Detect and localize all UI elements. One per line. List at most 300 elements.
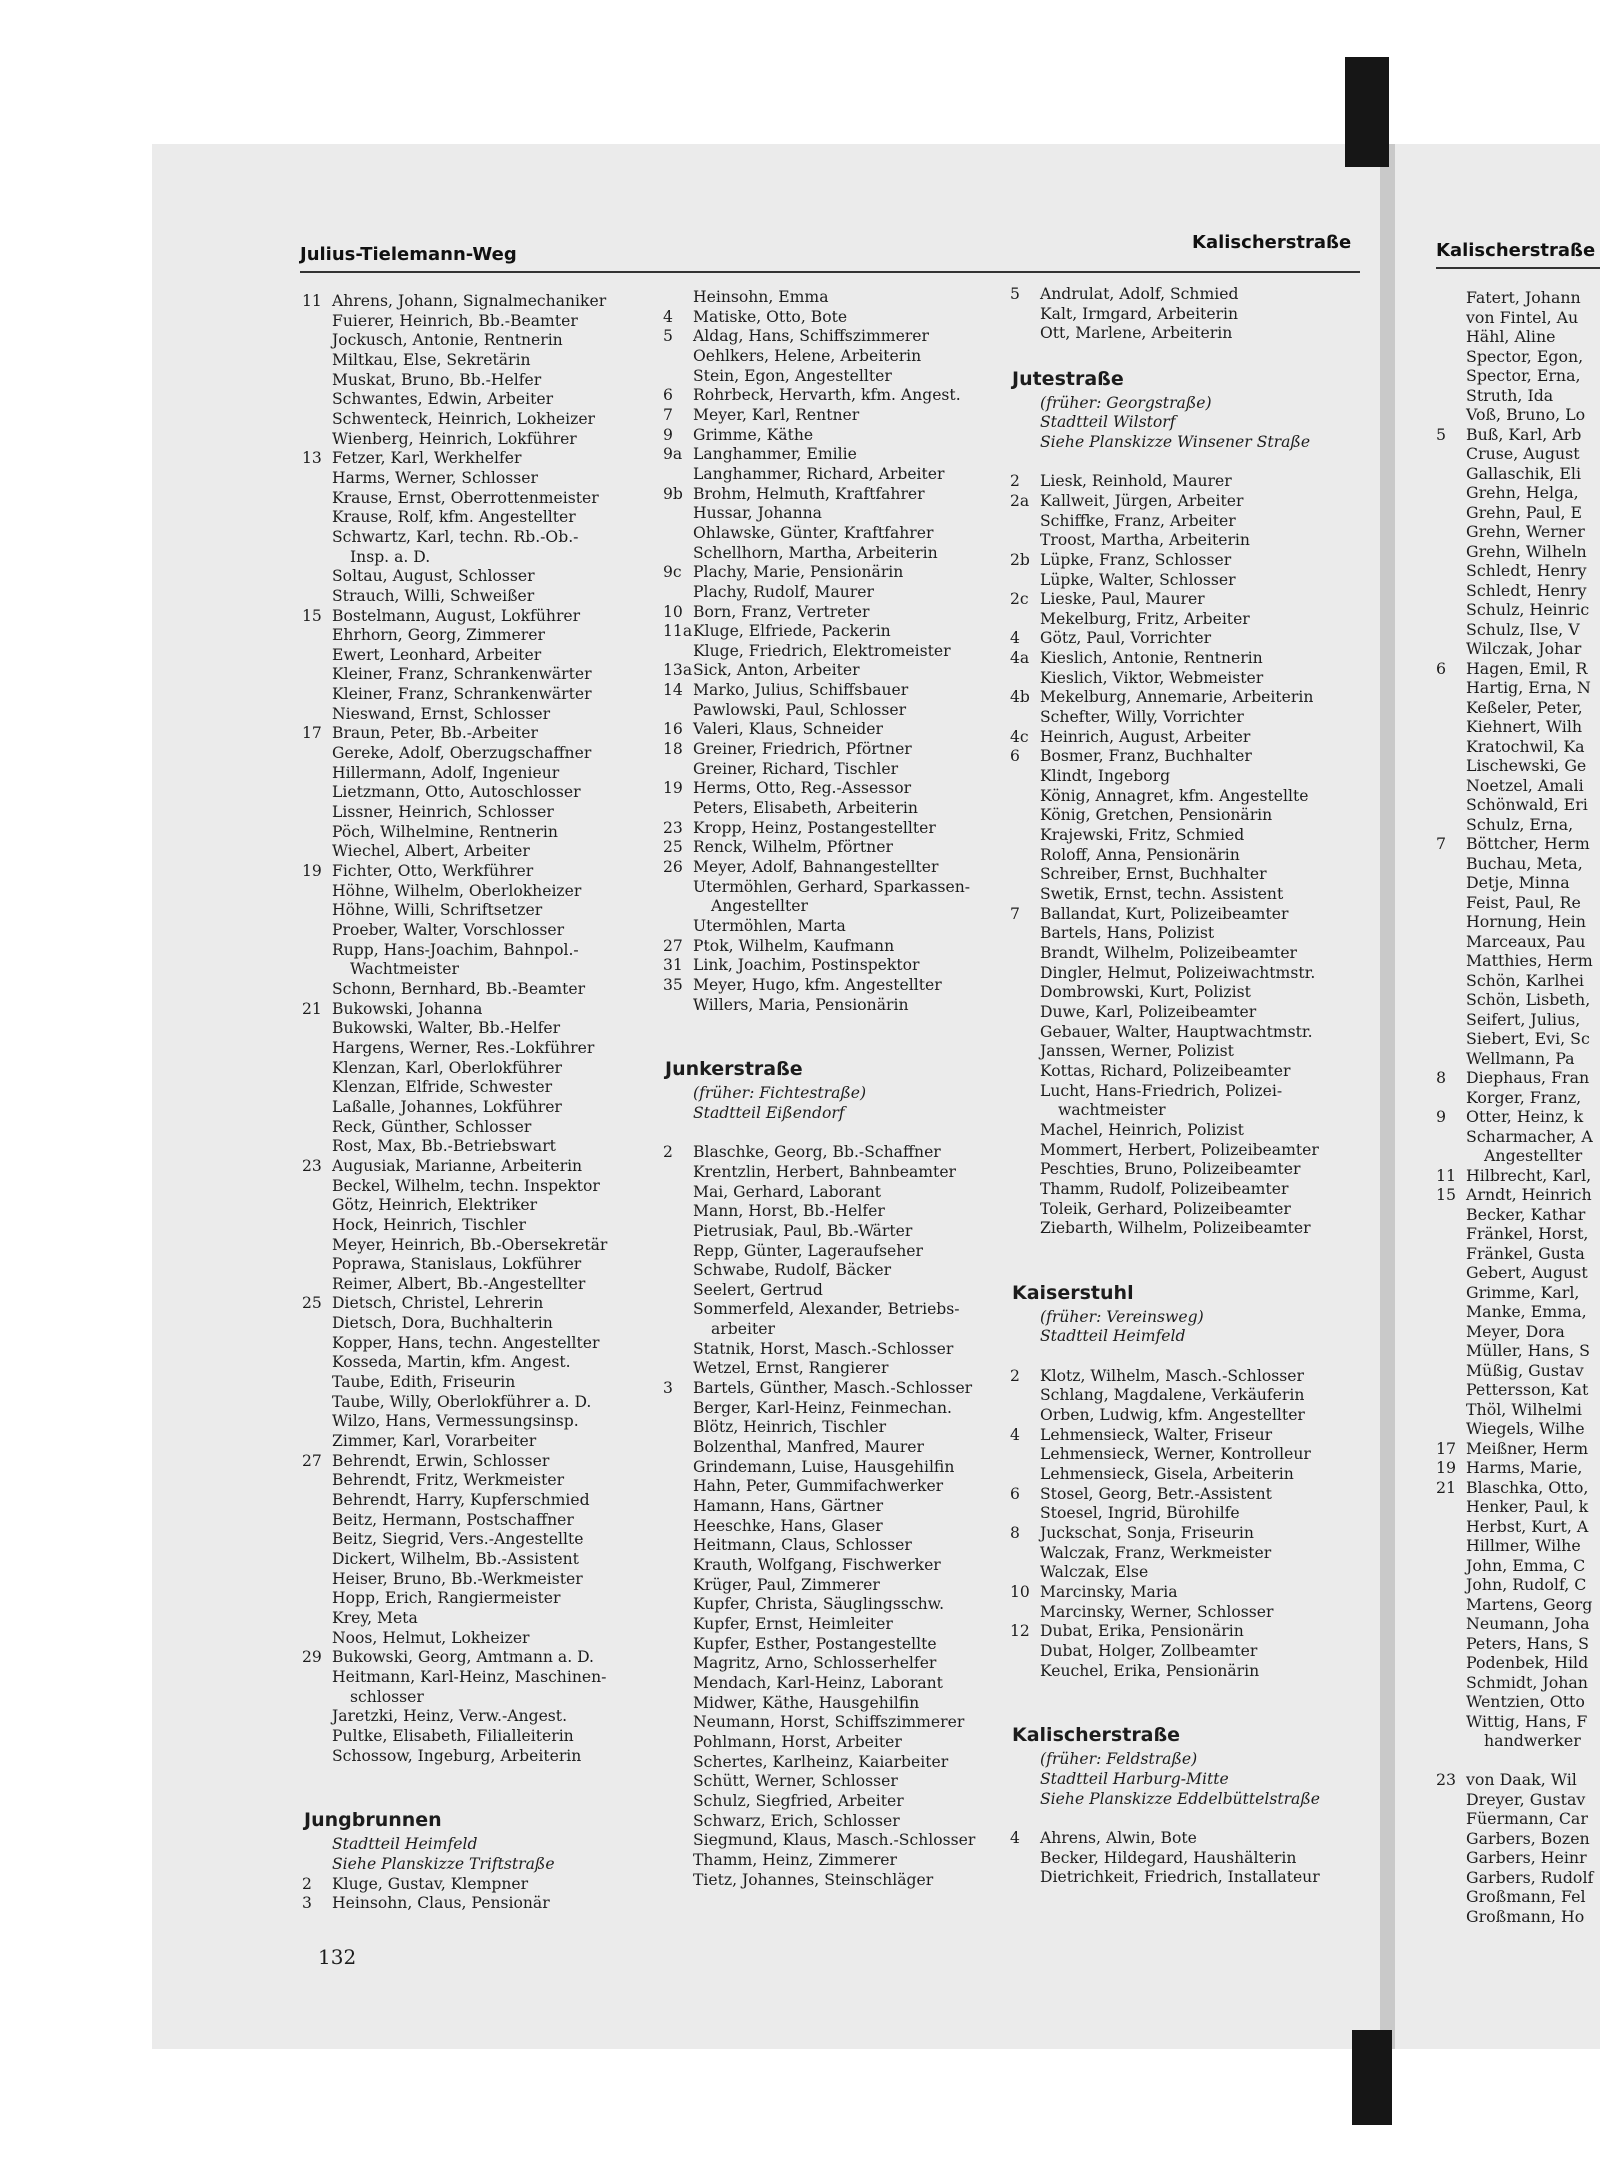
resident-entry — [663, 1222, 1003, 1242]
house-number — [1436, 912, 1466, 932]
house-number — [302, 528, 332, 548]
resident-text: Heeschke, Hans, Glaser — [693, 1516, 883, 1535]
resident-text: Pietrusiak, Paul, Bb.-Wärter — [693, 1221, 913, 1240]
house-number — [302, 882, 332, 902]
house-number — [1436, 1088, 1466, 1108]
resident-entry — [1010, 1121, 1365, 1141]
house-number — [1010, 1200, 1040, 1220]
resident-entry — [1010, 492, 1365, 512]
resident-entry — [1436, 1829, 1600, 1849]
resident-entry — [1010, 1062, 1365, 1082]
resident-entry — [302, 390, 662, 410]
resident-text: Kluge, Elfriede, Packerin — [693, 622, 891, 641]
resident-text: Henker, Paul, k — [1466, 1497, 1589, 1516]
resident-entry — [1436, 425, 1600, 445]
resident-entry — [1010, 1524, 1365, 1544]
house-number — [663, 1753, 693, 1773]
resident-text: Schonn, Bernhard, Bb.-Beamter — [332, 979, 586, 998]
resident-text: Krey, Meta — [332, 1608, 418, 1627]
resident-entry — [302, 1294, 662, 1314]
resident-text: Dietsch, Dora, Buchhalterin — [332, 1314, 553, 1333]
resident-text: Krause, Rolf, kfm. Angestellter — [332, 508, 576, 527]
resident-text: Bostelmann, August, Lokführer — [332, 606, 581, 625]
house-number: 9 — [1436, 1107, 1447, 1126]
street-note: Stadtteil Heimfeld — [332, 1835, 478, 1854]
resident-entry — [302, 783, 662, 803]
resident-entry — [663, 1635, 1003, 1655]
resident-text: Feist, Paul, Re — [1466, 892, 1581, 912]
house-number — [302, 803, 332, 823]
resident-entry — [1436, 1127, 1600, 1147]
house-number: 4 — [1010, 1828, 1020, 1847]
house-number: 25 — [302, 1294, 322, 1313]
resident-text: Bukowski, Georg, Amtmann a. D. — [332, 1648, 595, 1667]
resident-entry — [663, 1595, 1003, 1615]
resident-entry — [302, 1059, 662, 1079]
resident-entry — [302, 1039, 662, 1059]
house-number — [302, 1511, 332, 1531]
resident-entry — [1436, 581, 1600, 601]
resident-text: Magritz, Arno, Schlosserhelfer — [693, 1654, 937, 1673]
house-number — [1436, 308, 1466, 328]
spacer — [302, 1766, 662, 1805]
resident-entry — [1436, 1556, 1600, 1576]
house-number — [663, 1183, 693, 1203]
resident-text: Schütt, Werner, Schlosser — [693, 1772, 898, 1791]
house-number: 5 — [1010, 285, 1020, 303]
resident-entry — [663, 897, 1003, 917]
spacer — [1010, 453, 1365, 473]
resident-entry — [1436, 1224, 1600, 1244]
resident-text: Kupfer, Christa, Säuglingsschw. — [693, 1595, 945, 1614]
resident-text: Spector, Erna, — [1466, 366, 1581, 385]
house-number — [1010, 305, 1040, 325]
resident-entry — [302, 469, 662, 489]
resident-entry — [663, 878, 1003, 898]
resident-entry — [663, 956, 1003, 976]
resident-text: König, Annagret, kfm. Angestellte — [1040, 786, 1309, 805]
house-number — [1010, 708, 1040, 728]
resident-entry — [1010, 1485, 1365, 1505]
resident-entry — [663, 1340, 1003, 1360]
house-number — [1436, 1341, 1466, 1361]
resident-entry — [302, 489, 662, 509]
house-number — [1436, 620, 1466, 640]
house-number — [1436, 405, 1466, 425]
resident-entry — [663, 1851, 1003, 1871]
resident-text: Augusiak, Marianne, Arbeiterin — [332, 1156, 583, 1175]
resident-entry — [1436, 1614, 1600, 1634]
resident-entry — [1010, 806, 1365, 826]
resident-text: Schellhorn, Martha, Arbeiterin — [693, 543, 938, 562]
resident-text: Schossow, Ingeburg, Arbeiterin — [332, 1746, 582, 1765]
resident-text: Thöl, Wilhelmi — [1466, 1399, 1582, 1419]
resident-text: Kottas, Richard, Polizeibeamter — [1040, 1061, 1291, 1080]
house-number: 4 — [663, 307, 673, 326]
house-number: 3 — [663, 1379, 673, 1398]
binding-bottom — [1352, 2030, 1392, 2125]
resident-entry — [1436, 1790, 1600, 1810]
resident-entry — [663, 367, 1003, 387]
resident-text: Beitz, Hermann, Postschaffner — [332, 1510, 574, 1529]
resident-entry — [1436, 366, 1600, 386]
resident-entry — [1010, 865, 1365, 885]
house-number — [663, 1517, 693, 1537]
resident-text: Bolzenthal, Manfred, Maurer — [693, 1438, 924, 1457]
resident-text: Schwantes, Edwin, Arbeiter — [332, 390, 554, 409]
resident-text: Harms, Werner, Schlosser — [332, 468, 538, 487]
resident-text: Bukowski, Walter, Bb.-Helfer — [332, 1019, 561, 1038]
resident-text: Höhne, Wilhelm, Oberlokheizer — [332, 881, 582, 900]
resident-entry — [1436, 698, 1600, 718]
resident-entry — [1436, 1166, 1600, 1186]
resident-entry — [1436, 1146, 1600, 1166]
resident-entry — [1436, 444, 1600, 464]
resident-entry — [1436, 1185, 1600, 1205]
resident-text: Roloff, Anna, Pensionärin — [1040, 845, 1240, 864]
resident-text: Gallaschik, Eli — [1466, 463, 1581, 483]
resident-entry — [1436, 1322, 1600, 1342]
house-number: 18 — [663, 740, 683, 759]
house-number — [302, 744, 332, 764]
resident-text: Peschties, Bruno, Polizeibeamter — [1040, 1160, 1301, 1179]
resident-text: Krentzlin, Herbert, Bahnbeamter — [693, 1162, 956, 1181]
house-number — [302, 901, 332, 921]
house-number: 27 — [302, 1451, 322, 1470]
house-number: 13a — [663, 661, 693, 680]
house-number — [302, 1078, 332, 1098]
resident-entry — [663, 1831, 1003, 1851]
resident-entry — [1010, 1829, 1365, 1849]
resident-entry — [1436, 1712, 1600, 1732]
resident-entry — [302, 1334, 662, 1354]
resident-entry — [663, 426, 1003, 446]
resident-entry — [1436, 542, 1600, 562]
house-number — [1010, 512, 1040, 532]
resident-text: Füermann, Car — [1466, 1809, 1588, 1829]
house-number — [302, 783, 332, 803]
spacer — [1010, 344, 1365, 364]
house-number: 2b — [1010, 550, 1030, 569]
resident-entry — [1010, 669, 1365, 689]
house-number — [302, 1039, 332, 1059]
resident-entry — [1436, 756, 1600, 776]
house-number — [663, 1871, 693, 1891]
house-number: 10 — [663, 602, 683, 621]
resident-entry — [302, 1530, 662, 1550]
resident-text: wachtmeister — [1058, 1101, 1166, 1120]
house-number — [663, 544, 693, 564]
resident-text: Martens, Georg — [1466, 1594, 1593, 1614]
resident-text: Grehn, Werner — [1466, 522, 1585, 541]
resident-text: Meyer, Karl, Rentner — [693, 405, 860, 424]
resident-text: Lehmensieck, Walter, Friseur — [1040, 1425, 1273, 1444]
resident-text: Grimme, Karl, — [1466, 1282, 1580, 1302]
resident-text: Sick, Anton, Arbeiter — [693, 661, 860, 680]
house-number — [663, 465, 693, 485]
resident-text: Scharmacher, A — [1466, 1126, 1593, 1146]
resident-text: Garbers, Heinr — [1466, 1848, 1587, 1868]
house-number — [1010, 531, 1040, 551]
resident-text: Machel, Heinrich, Polizist — [1040, 1120, 1244, 1139]
house-number — [1436, 288, 1466, 308]
resident-entry — [1436, 1049, 1600, 1069]
house-number: 9c — [663, 563, 682, 582]
house-number — [1436, 1673, 1466, 1693]
resident-entry — [1436, 873, 1600, 893]
resident-entry — [663, 1242, 1003, 1262]
resident-text: Bartels, Günther, Masch.-Schlosser — [693, 1379, 973, 1398]
resident-text: Plachy, Marie, Pensionärin — [693, 563, 904, 582]
house-number — [663, 1674, 693, 1694]
spacer — [1010, 1809, 1365, 1829]
resident-text: Hahn, Peter, Gummifachwerker — [693, 1477, 944, 1496]
house-number — [1436, 971, 1466, 991]
house-number — [302, 1275, 332, 1295]
resident-entry — [663, 701, 1003, 721]
resident-entry — [1436, 834, 1600, 854]
resident-entry — [302, 1747, 662, 1767]
resident-text: Toleik, Gerhard, Polizeibeamter — [1040, 1199, 1291, 1218]
house-number — [1010, 1868, 1040, 1888]
resident-text: Schön, Lisbeth, — [1466, 990, 1591, 1009]
house-number — [302, 764, 332, 784]
street-note: Stadtteil Heimfeld — [1040, 1327, 1186, 1346]
resident-entry — [663, 1694, 1003, 1714]
house-number — [663, 524, 693, 544]
resident-text: Struth, Ida — [1466, 385, 1554, 405]
house-number — [1436, 815, 1466, 835]
resident-entry — [1010, 551, 1365, 571]
house-number — [1436, 1848, 1466, 1868]
house-number: 19 — [302, 862, 322, 881]
resident-entry — [302, 646, 662, 666]
resident-entry — [302, 1157, 662, 1177]
resident-text: Siebert, Evi, Sc — [1466, 1029, 1590, 1048]
house-number: 15 — [1436, 1185, 1457, 1204]
resident-text: Matiske, Otto, Bote — [693, 307, 848, 326]
resident-entry — [663, 838, 1003, 858]
house-number — [1010, 1003, 1040, 1023]
resident-entry — [1436, 854, 1600, 874]
house-number — [1010, 324, 1040, 344]
house-number — [1436, 1302, 1466, 1322]
resident-text: Rost, Max, Bb.-Betriebswart — [332, 1137, 556, 1156]
column-2 — [663, 288, 1003, 1890]
resident-text: Neumann, Horst, Schiffszimmerer — [693, 1713, 965, 1732]
house-number — [1010, 885, 1040, 905]
resident-text: Meißner, Herm — [1466, 1438, 1589, 1458]
resident-entry — [1010, 1386, 1365, 1406]
resident-text: arbeiter — [711, 1320, 775, 1339]
house-number — [663, 1654, 693, 1674]
resident-entry — [302, 626, 662, 646]
house-number — [302, 1747, 332, 1767]
resident-entry — [663, 1281, 1003, 1301]
house-number — [1436, 483, 1466, 503]
house-number — [302, 1550, 332, 1570]
resident-text: Kleiner, Franz, Schrankenwärter — [332, 665, 592, 684]
resident-entry — [302, 1648, 662, 1668]
house-number — [302, 371, 332, 391]
house-number — [663, 1576, 693, 1596]
resident-text: Schlang, Magdalene, Verkäuferin — [1040, 1386, 1305, 1405]
house-number: 6 — [1010, 1484, 1020, 1503]
resident-text: Pohlmann, Horst, Arbeiter — [693, 1732, 902, 1751]
house-number: 27 — [663, 936, 683, 955]
resident-entry — [1010, 747, 1365, 767]
resident-entry — [1436, 347, 1600, 367]
resident-text: Mekelburg, Fritz, Arbeiter — [1040, 609, 1250, 628]
resident-entry — [663, 1399, 1003, 1419]
resident-entry — [1010, 787, 1365, 807]
resident-text: Soltau, August, Schlosser — [332, 567, 535, 586]
resident-text: Sommerfeld, Alexander, Betriebs- — [693, 1300, 960, 1319]
house-number — [663, 1320, 693, 1340]
resident-entry — [663, 1576, 1003, 1596]
resident-entry — [663, 976, 1003, 996]
house-number — [1010, 1445, 1040, 1465]
house-number — [302, 1629, 332, 1649]
house-number: 4a — [1010, 649, 1030, 668]
resident-entry — [302, 901, 662, 921]
resident-text: Langhammer, Richard, Arbeiter — [693, 464, 945, 483]
house-number — [1010, 1219, 1040, 1239]
resident-text: Dingler, Helmut, Polizeiwachtmstr. — [1040, 963, 1316, 982]
resident-entry — [302, 685, 662, 705]
house-number — [1010, 1504, 1040, 1524]
house-number — [1436, 327, 1466, 347]
resident-text: Liesk, Reinhold, Maurer — [1040, 472, 1232, 491]
resident-text: Grehn, Wilheln — [1466, 541, 1587, 561]
house-number: 8 — [1010, 1524, 1020, 1543]
house-number: 25 — [663, 838, 683, 857]
resident-entry — [1436, 1731, 1600, 1751]
house-number — [302, 1334, 332, 1354]
house-number — [1436, 1497, 1466, 1517]
resident-text: Pöch, Wilhelmine, Rentnerin — [332, 822, 558, 841]
house-number: 31 — [663, 956, 683, 975]
resident-text: Schertes, Karlheinz, Kaiarbeiter — [693, 1752, 949, 1771]
house-number — [302, 705, 332, 725]
resident-entry — [1010, 472, 1365, 492]
resident-text: Götz, Heinrich, Elektriker — [332, 1196, 538, 1215]
resident-text: Gebauer, Walter, Hauptwachtmstr. — [1040, 1022, 1313, 1041]
resident-entry — [1436, 483, 1600, 503]
resident-text: Peters, Hans, S — [1466, 1633, 1590, 1653]
house-number: 19 — [663, 779, 683, 798]
resident-text: Pawlowski, Paul, Schlosser — [693, 700, 907, 719]
street-note: Stadtteil Eißendorf — [693, 1103, 845, 1122]
resident-entry — [1010, 610, 1365, 630]
street-note: (früher: Feldstraße) — [1040, 1750, 1198, 1769]
resident-entry — [663, 1713, 1003, 1733]
resident-text: Greiner, Friedrich, Pförtner — [693, 740, 912, 759]
resident-entry — [1436, 971, 1600, 991]
house-number — [1436, 1263, 1466, 1283]
resident-text: Arndt, Heinrich — [1466, 1185, 1592, 1204]
house-number — [302, 1059, 332, 1079]
resident-entry — [1010, 1219, 1365, 1239]
resident-text: Schulz, Siegfried, Arbeiter — [693, 1791, 904, 1810]
resident-entry — [1436, 951, 1600, 971]
resident-text: Meyer, Adolf, Bahnangestellter — [693, 858, 939, 877]
resident-entry — [1436, 600, 1600, 620]
resident-text: Dickert, Wilhelm, Bb.-Assistent — [332, 1550, 579, 1568]
resident-entry — [1436, 1770, 1600, 1790]
resident-entry — [302, 430, 662, 450]
resident-entry — [663, 445, 1003, 465]
resident-entry — [663, 1477, 1003, 1497]
resident-text: Seelert, Gertrud — [693, 1280, 823, 1299]
house-number — [302, 1491, 332, 1511]
resident-entry — [1010, 571, 1365, 591]
house-number — [302, 567, 332, 587]
resident-text: Angestellter — [1484, 1146, 1583, 1165]
resident-text: Wellmann, Pa — [1466, 1048, 1575, 1068]
house-number — [302, 587, 332, 607]
house-number: 6 — [663, 386, 673, 405]
house-number — [1436, 347, 1466, 367]
house-number — [663, 1202, 693, 1222]
house-number — [302, 1570, 332, 1590]
house-number — [663, 1438, 693, 1458]
house-number — [1436, 1634, 1466, 1654]
resident-text: Lissner, Heinrich, Schlosser — [332, 803, 554, 822]
house-number — [663, 1595, 693, 1615]
resident-text: Krause, Ernst, Oberrottenmeister — [332, 488, 599, 507]
resident-text: Müller, Hans, S — [1466, 1341, 1590, 1360]
resident-entry — [1436, 1595, 1600, 1615]
resident-text: Hagen, Emil, R — [1466, 658, 1588, 678]
resident-text: Valeri, Klaus, Schneider — [693, 720, 883, 739]
house-number — [302, 1137, 332, 1157]
house-number — [1010, 964, 1040, 984]
house-number — [1436, 1419, 1466, 1439]
resident-text: Ehrhorn, Georg, Zimmerer — [332, 626, 545, 645]
resident-text: Ptok, Wilhelm, Kaufmann — [693, 936, 895, 955]
house-number — [663, 1458, 693, 1478]
resident-text: Heinrich, August, Arbeiter — [1040, 727, 1251, 746]
house-number: 6 — [1436, 658, 1447, 678]
house-number: 17 — [1436, 1438, 1457, 1458]
house-number — [1436, 932, 1466, 952]
house-number — [663, 1812, 693, 1832]
house-number — [663, 583, 693, 603]
resident-text: Lischewski, Ge — [1466, 756, 1587, 775]
resident-text: Behrendt, Fritz, Werkmeister — [332, 1471, 565, 1490]
resident-text: Kosseda, Martin, kfm. Angest. — [332, 1353, 571, 1372]
house-number — [1436, 581, 1466, 601]
resident-text: Schulz, Ilse, V — [1466, 619, 1580, 639]
house-number — [663, 1536, 693, 1556]
house-number — [302, 980, 332, 1000]
house-number: 13 — [302, 449, 322, 468]
house-number — [1436, 1400, 1466, 1420]
resident-text: Müßig, Gustav — [1466, 1360, 1584, 1380]
resident-entry — [1010, 1849, 1365, 1869]
house-number — [302, 921, 332, 941]
resident-text: Dombrowski, Kurt, Polizist — [1040, 983, 1251, 1002]
resident-text: Kluge, Friedrich, Elektromeister — [693, 641, 951, 660]
resident-entry — [1010, 1465, 1365, 1485]
house-number — [1436, 1887, 1466, 1907]
house-number: 11 — [1436, 1165, 1457, 1185]
resident-entry — [663, 1438, 1003, 1458]
resident-text: Hillmer, Wilhe — [1466, 1536, 1581, 1555]
resident-entry — [1436, 1302, 1600, 1322]
house-number — [1436, 386, 1466, 406]
